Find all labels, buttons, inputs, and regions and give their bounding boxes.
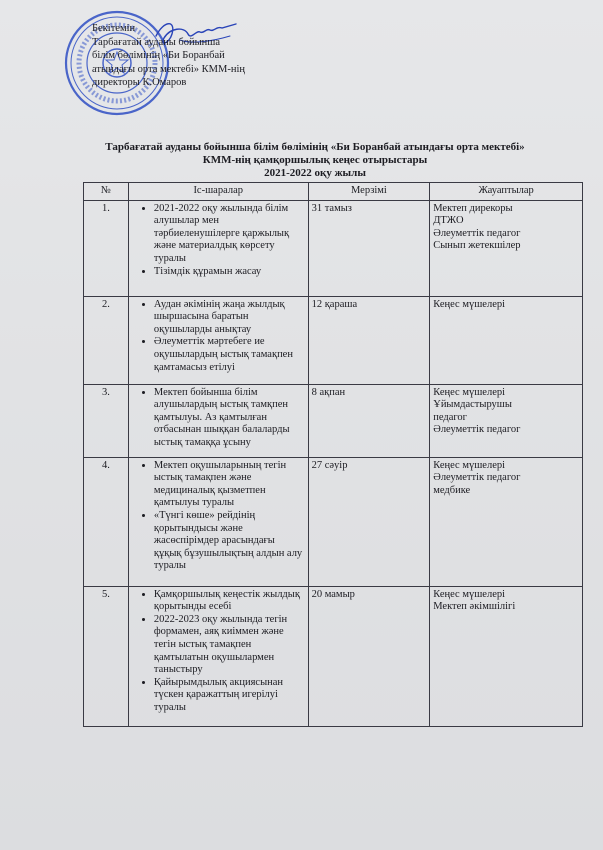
row-number: 5. — [84, 586, 129, 726]
responsible-item: Кеңес мүшелері — [433, 588, 506, 600]
row-number: 1. — [84, 200, 129, 296]
row-activities — [128, 457, 308, 586]
document-title — [60, 141, 570, 180]
row-responsible — [430, 586, 583, 726]
responsible-item: ДТЖО — [433, 215, 464, 227]
table-row — [84, 586, 583, 726]
approval-line: Бекітемін — [92, 23, 136, 34]
table-row — [84, 384, 583, 457]
row-responsible — [430, 457, 583, 586]
approval-line: Тарбағатай ауданы бойынша — [92, 36, 221, 48]
responsible-item: Әлеуметтік педагог — [433, 472, 521, 484]
table-row — [84, 457, 583, 586]
approval-position: директоры — [92, 77, 140, 89]
table-row — [84, 296, 583, 384]
responsible-item: Мектеп әкімшілігі — [433, 601, 516, 613]
responsible-item: Ұйымдастырушы — [433, 399, 512, 411]
responsible-item: Кеңес мүшелері — [433, 386, 506, 398]
approval-director-name: К.Омаров — [142, 77, 187, 89]
row-number: 2. — [84, 296, 129, 384]
approval-line: атындағы орта мектебі» КММ-нің — [92, 63, 245, 75]
row-date: 20 мамыр — [308, 586, 430, 726]
title-line-2: КММ-нің қамқоршылық кеңес отырыстары — [202, 154, 428, 166]
activity-item: • Тізімдік құрамын жасау — [154, 266, 305, 279]
meetings-table — [83, 182, 583, 727]
header-number: № — [84, 183, 129, 201]
activity-item: • «Түнгі көше» рейдінің қорытындысы және жасөспірімдер арасындағы құқық бұзушылықтың алдын алу туралы — [154, 510, 305, 573]
responsible-item: Әлеуметтік педагог — [433, 227, 521, 239]
row-date: 8 ақпан — [308, 384, 430, 457]
row-date: 31 тамыз — [308, 200, 430, 296]
activity-item: • Аудан әкімінің жаңа жылдық шыршасына баратын оқушыларды анықтау — [154, 299, 305, 337]
row-number: 3. — [84, 384, 129, 457]
row-date: 27 сәуір — [308, 457, 430, 586]
responsible-item: Әлеуметтік педагог — [433, 424, 521, 436]
responsible-item: Сынып жетекшілер — [433, 240, 521, 252]
activity-item: • 2022-2023 оқу жылында тегін формамен, аяқ киіммен және тегін ыстық тамақпен қамтылатын оқушылармен таныстыру — [154, 614, 305, 677]
approval-block — [92, 22, 245, 90]
title-line-1: Тарбағатай ауданы бойынша білім бөлімінің «Би Боранбай атындағы орта мектебі» — [105, 141, 525, 153]
row-activities — [128, 296, 308, 384]
responsible-item: педагог — [433, 411, 467, 423]
responsible-item: Кеңес мүшелері — [433, 298, 506, 310]
row-activities — [128, 586, 308, 726]
row-activities — [128, 200, 308, 296]
activity-item: • Қайырымдылық акциясынан түскен қаражаттың игерілуі туралы — [154, 677, 305, 715]
row-number: 4. — [84, 457, 129, 586]
row-responsible — [430, 384, 583, 457]
activity-item: • Қамқоршылық кеңестік жылдық қорытынды есебі — [154, 589, 305, 614]
header-date: Мерзімі — [308, 183, 430, 201]
approval-line: білім бөлімінің «Би Боранбай — [92, 50, 225, 62]
header-responsible: Жауаптылар — [430, 183, 583, 201]
row-responsible — [430, 200, 583, 296]
responsible-item: Кеңес мүшелері — [433, 459, 506, 471]
row-date: 12 қараша — [308, 296, 430, 384]
activity-item: • Мектеп бойынша білім алушылардың ыстық тамқпен қамтылуы. Аз қамтылған отбасынан шыққан балаларды ыстық тамаққа ұсыну — [154, 387, 305, 450]
table-row — [84, 200, 583, 296]
row-activities — [128, 384, 308, 457]
activity-item: • Әлеуметтік мәртебеге ие оқушылардың ыстық тамақпен қамтамасыз етілуі — [154, 336, 305, 374]
activity-item: • Мектеп оқушыларының тегін ыстық тамақпен және медициналық қызметпен қамтылуы туралы — [154, 460, 305, 510]
table-header-row — [84, 183, 583, 201]
row-responsible — [430, 296, 583, 384]
title-line-3: 2021-2022 оқу жылы — [264, 167, 366, 179]
header-activities: Іс-шаралар — [128, 183, 308, 201]
activity-item: • 2021-2022 оқу жылында білім алушылар мен тәрбиеленушілерге қаржылық және материалдық көрсету туралы — [154, 203, 305, 266]
approval-line — [92, 76, 245, 90]
responsible-item: Мектеп дирекоры — [433, 202, 513, 214]
responsible-item: медбике — [433, 484, 471, 496]
